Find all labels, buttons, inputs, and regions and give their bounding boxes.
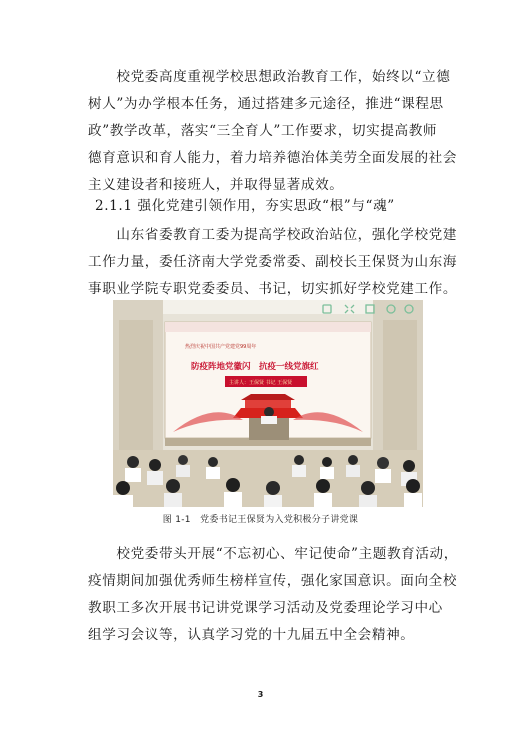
text-line: 树人”为办学根本任务，通过搭建多元途径，推进“课程思: [88, 96, 444, 112]
banner-speaker: 主讲人：王保贤 书记 王保贤: [229, 380, 293, 386]
banner-small-text: 热烈庆祝中国共产党建党99周年: [185, 344, 257, 350]
text-line: 德育意识和育人能力，着力培养德治体美劳全面发展的社会: [88, 150, 458, 166]
section-heading: 2.1.1 强化党建引领作用，夯实思政“根”与“魂”: [95, 198, 395, 214]
text-line: 组学习会议等，认真学习党的十九届五中全会精神。: [88, 627, 415, 643]
paragraph-intro: [88, 64, 458, 199]
text-line: 工作力量，委任济南大学党委常委、副校长王保贤为山东海: [88, 254, 458, 270]
text-line: 山东省委教育工委为提高学校政治站位，强化学校党建: [88, 227, 458, 243]
paragraph-appointment: [88, 222, 458, 303]
text-line: 校党委带头开展“不忘初心、牢记使命”主题教育活动，: [88, 546, 458, 562]
paragraph-activities: [88, 541, 458, 649]
lecture-photo: [113, 300, 423, 507]
text-line: 校党委高度重视学校思想政治教育工作，始终以“立德: [88, 69, 451, 85]
text-line: 事职业学院专职党委委员、书记，切实抓好学校党建工作。: [88, 281, 458, 297]
figure-caption: 图 1-1 党委书记王保贤为入党积极分子讲党课: [162, 515, 359, 525]
text-line: 教职工多次开展书记讲党课学习活动及党委理论学习中心: [88, 600, 443, 616]
page-number: 3: [257, 690, 264, 699]
text-line: 主义建设者和接班人，并取得显著成效。: [88, 177, 344, 193]
text-line: 疫情期间加强优秀师生榜样宣传，强化家国意识。面向全校: [88, 573, 458, 589]
text-line: 政”教学改革，落实“三全育人”工作要求，切实提高教师: [88, 123, 438, 139]
banner-title: 防疫阵地党徽闪 抗疫一线党旗红: [191, 362, 319, 372]
